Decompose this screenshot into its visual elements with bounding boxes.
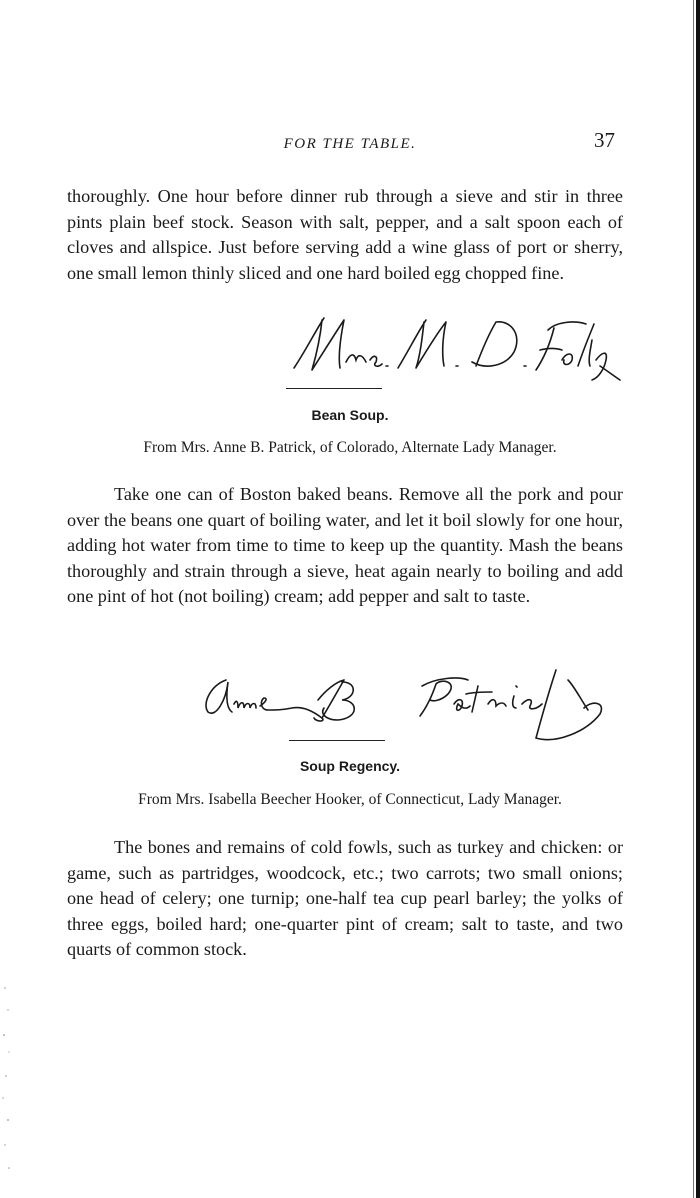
recipe-source: From Mrs. Anne B. Patrick, of Colorado, Alternate Lady Manager.: [143, 439, 557, 456]
continued-paragraph: thoroughly. One hour before dinner rub through a sieve and stir in three pints plain beef stock. Season with salt, pepper, and a salt spoon each of cloves and allspice. Just before serving add a wine glass of port or sherry, one small lemon thinly sliced and one hard boiled egg chopped fine.: [67, 186, 623, 283]
recipe-body: Take one can of Boston baked beans. Remove all the pork and pour over the beans one quart of boiling water, and let it boil slowly for one hour, adding hot water from time to time to keep up the quantity. Mash the beans thoroughly and strain through a sieve, heat again nearly to boiling and add one pint of hot (not boiling) cream; add pepper and salt to taste.: [67, 484, 623, 607]
page-edge: [696, 0, 700, 1198]
recipe-source: From Mrs. Isabella Beecher Hooker, of Connecticut, Lady Manager.: [138, 791, 562, 808]
divider-rule: [289, 740, 385, 741]
recipe-title: Bean Soup.: [311, 407, 389, 423]
running-head: FOR THE TABLE.: [283, 136, 417, 152]
signature-patrick: [196, 660, 626, 744]
page-edge-line: [693, 0, 694, 1198]
scan-specks: [0, 980, 14, 1190]
recipe-body: The bones and remains of cold fowls, such as turkey and chicken: or game, such as partridges, woodcock, etc.; two carrots; two small onions; one head of celery; one turnip; one-half tea cup pearl barley; the yolks of three eggs, boiled hard; one-quarter pint of cream; salt to taste, and two quarts of common stock.: [67, 837, 623, 960]
signature-foley: [286, 310, 626, 382]
page-number: 37: [594, 128, 615, 152]
divider-rule: [286, 388, 382, 389]
recipe-title: Soup Regency.: [299, 758, 401, 774]
